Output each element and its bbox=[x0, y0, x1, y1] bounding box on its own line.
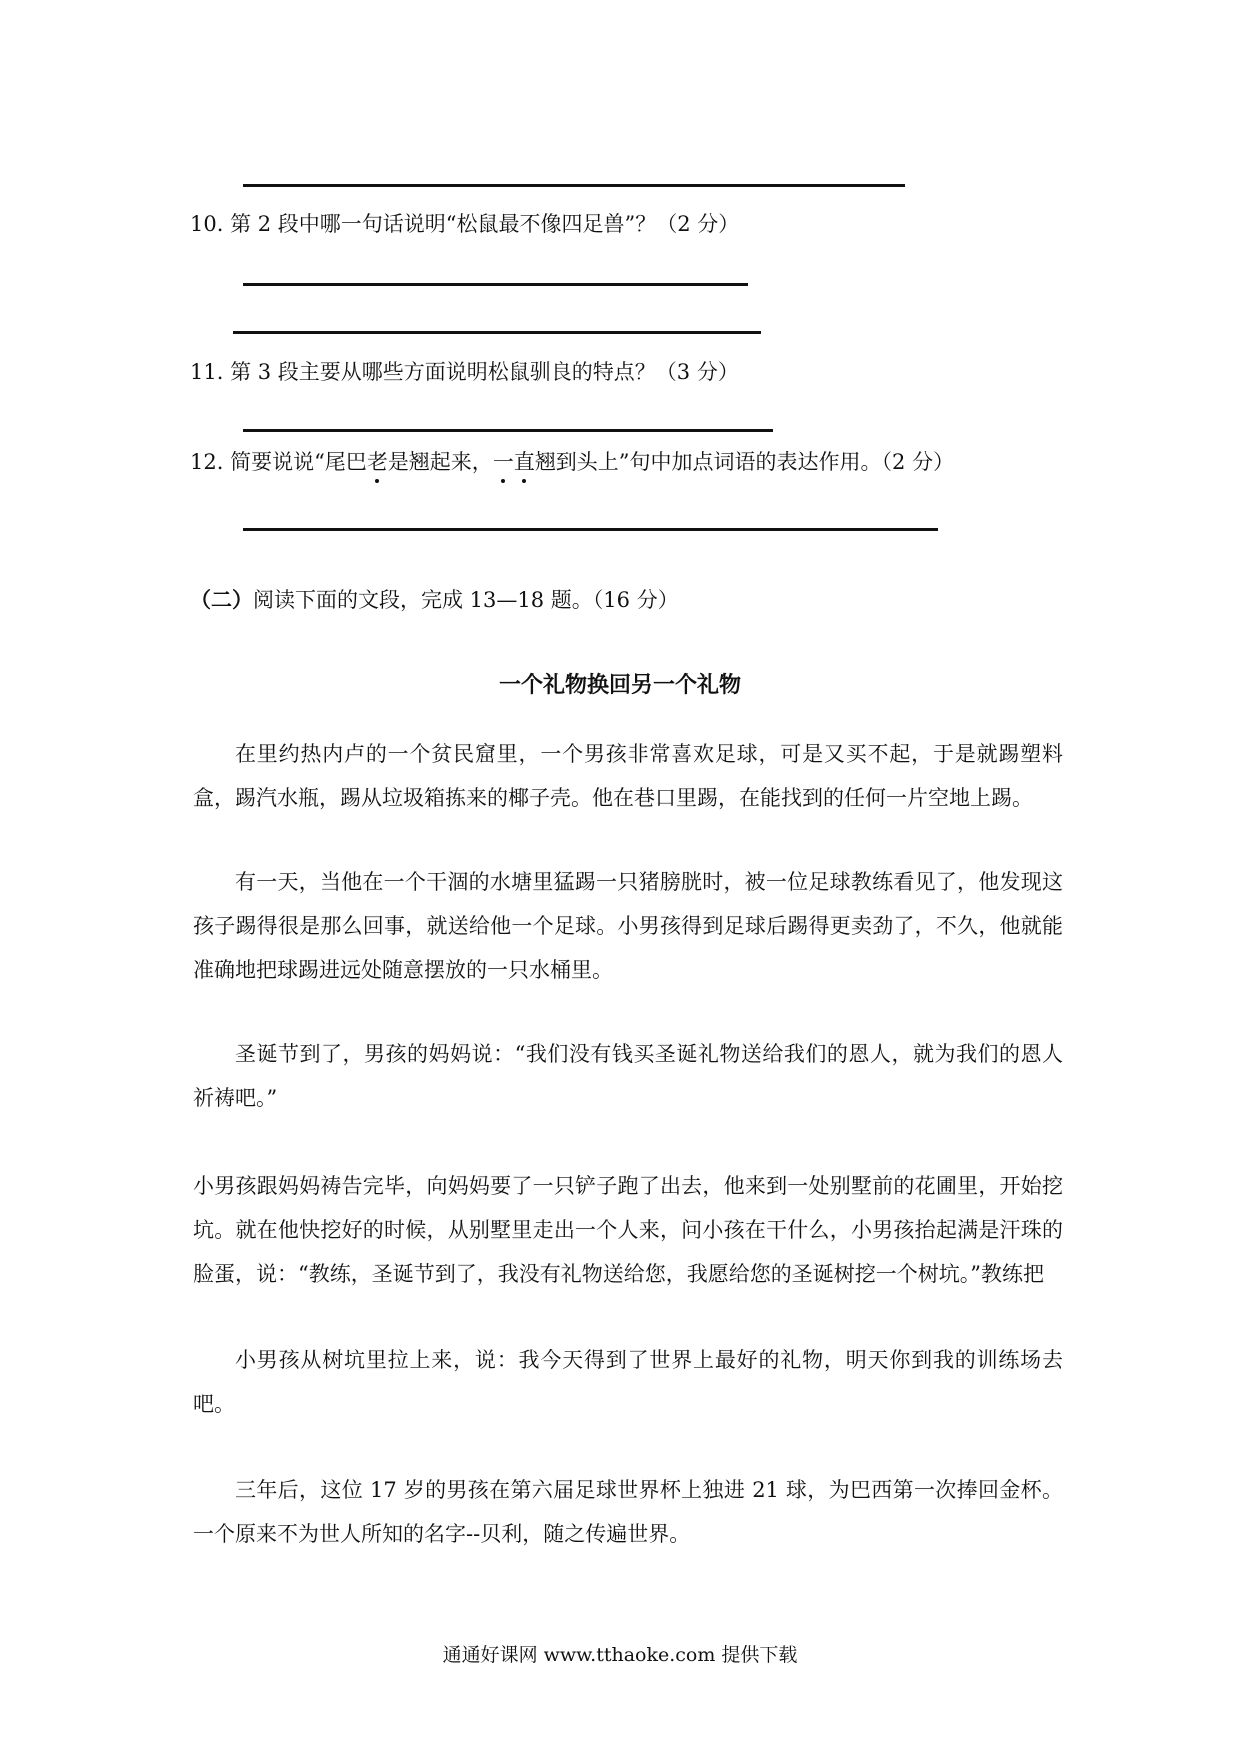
question-12 bbox=[190, 452, 954, 473]
dotted-word: 老 bbox=[366, 450, 388, 474]
answer-line bbox=[243, 528, 938, 531]
section-instruction: 阅读下面的文段，完成 13—18 题。（16 分） bbox=[253, 588, 679, 612]
answer-line bbox=[243, 429, 773, 432]
article-title: 一个礼物换回另一个礼物 bbox=[498, 672, 741, 698]
section-number: （二） bbox=[190, 587, 253, 612]
article-paragraph: 在里约热内卢的一个贫民窟里，一个男孩非常喜欢足球，可是又买不起，于是就踢塑料盒，踢汽水瓶，踢从垃圾箱拣来的椰子壳。他在巷口里踢，在能找到的任何一片空地上踢。 bbox=[193, 742, 1063, 810]
section-heading bbox=[190, 589, 679, 611]
question-10: 10. 第 2 段中哪一句话说明“松鼠最不像四足兽”？（2 分） bbox=[190, 212, 740, 236]
answer-line bbox=[243, 184, 905, 187]
article-paragraph: 三年后，这位 17 岁的男孩在第六届足球世界杯上独进 21 球，为巴西第一次捧回金杯。一个原来不为世人所知的名字--贝利，随之传遍世界。 bbox=[193, 1478, 1063, 1546]
article-paragraph: 圣诞节到了，男孩的妈妈说：“我们没有钱买圣诞礼物送给我们的恩人，就为我们的恩人祈祷吧。” bbox=[193, 1042, 1063, 1110]
question-12-prefix: 12. 简要说说“尾巴 bbox=[190, 450, 367, 474]
question-12-mid: 是翘起来， bbox=[387, 450, 493, 474]
answer-line bbox=[233, 331, 761, 334]
question-12-suffix: 翘到头上”句中加点词语的表达作用。（2 分） bbox=[534, 450, 955, 474]
article-paragraph: 小男孩跟妈妈祷告完毕，向妈妈要了一只铲子跑了出去，他来到一处别墅前的花圃里，开始挖坑。就在他快挖好的时候，从别墅里走出一个人来，问小孩在干什么，小男孩抬起满是汗珠的脸蛋，说：“教练，圣诞节到了，我没有礼物送给您，我愿给您的圣诞树挖一个树坑。”教练把 bbox=[193, 1174, 1063, 1286]
question-11: 11. 第 3 段主要从哪些方面说明松鼠驯良的特点？（3 分） bbox=[190, 360, 739, 384]
footer-credit: 通通好课网 www.tthaoke.com 提供下载 bbox=[442, 1644, 798, 1666]
article-paragraph: 小男孩从树坑里拉上来，说：我今天得到了世界上最好的礼物，明天你到我的训练场去吧。 bbox=[193, 1348, 1063, 1416]
answer-line bbox=[243, 283, 748, 286]
dotted-word: 直 bbox=[513, 450, 535, 474]
article-paragraph: 有一天，当他在一个干涸的水塘里猛踢一只猪膀胱时，被一位足球教练看见了，他发现这孩子踢得很是那么回事，就送给他一个足球。小男孩得到足球后踢得更卖劲了，不久，他就能准确地把球踢进远处随意摆放的一只水桶里。 bbox=[193, 870, 1063, 982]
dotted-word: 一 bbox=[492, 450, 514, 474]
